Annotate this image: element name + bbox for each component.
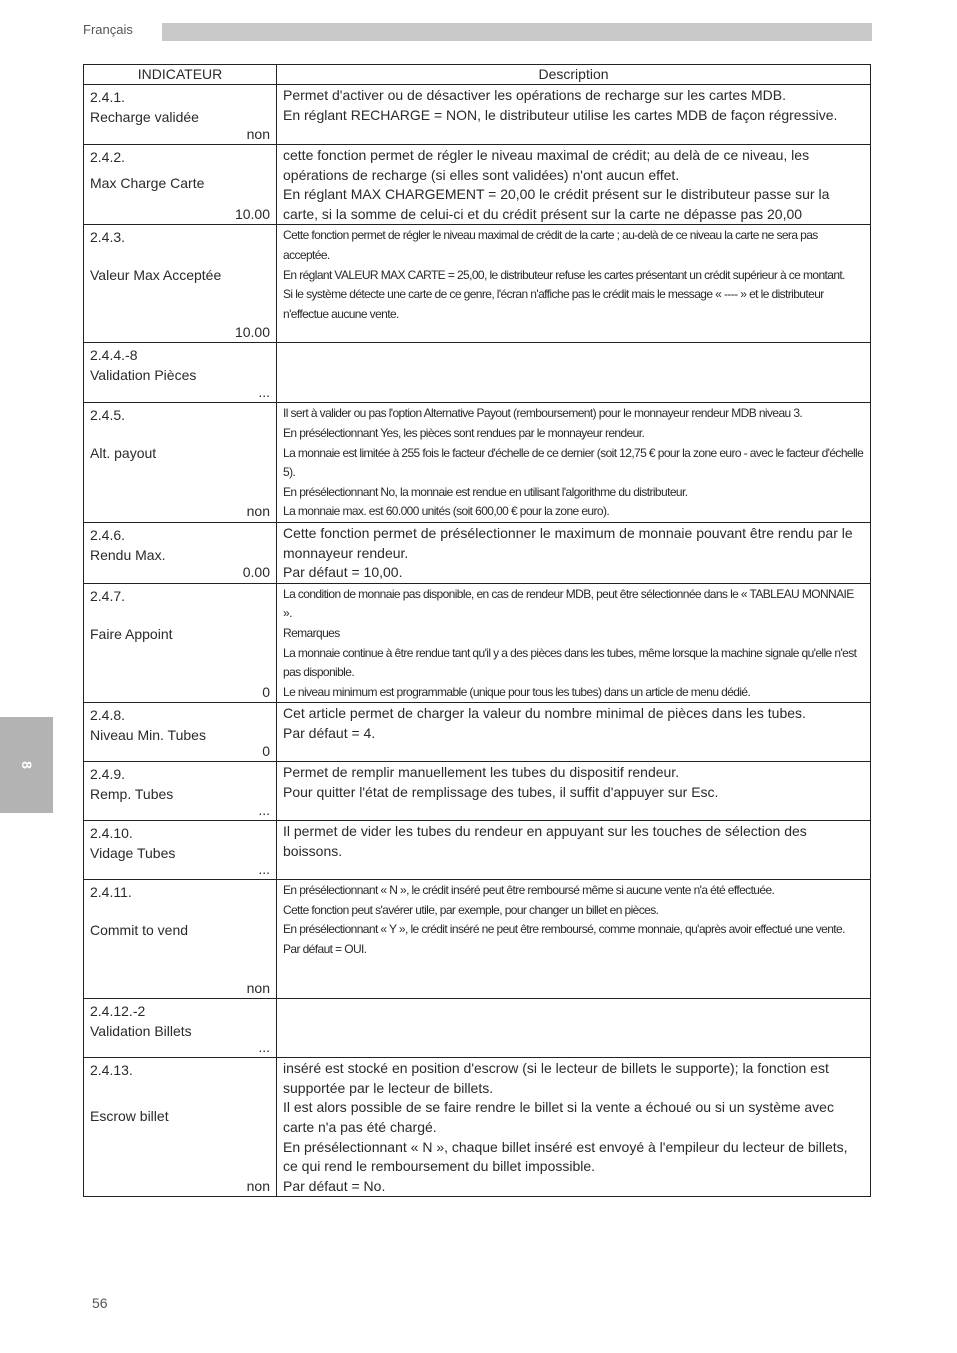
description-paragraph: Permet d'activer ou de désactiver les opérations de recharge sur les cartes MDB. bbox=[283, 87, 787, 103]
indicator-block bbox=[84, 1058, 276, 1196]
description-cell bbox=[277, 703, 871, 762]
table-row bbox=[84, 999, 871, 1058]
indicator-cell bbox=[84, 880, 277, 999]
description-paragraph: En présélectionnant Yes, les pièces sont rendues par le monnayeur rendeur. bbox=[283, 425, 645, 440]
description-paragraph: En réglant MAX CHARGEMENT = 20,00 le crédit présent sur le distributeur passe sur la carte, si la somme de celui-ci et du crédit présent sur la carte ne dépasse pas 20,00 bbox=[283, 186, 830, 222]
description-paragraph: En présélectionnant « N », chaque billet inséré est envoyé à l'empileur du lecteur de billets, ce qui rend le remboursement du billet impossible. bbox=[283, 1138, 848, 1175]
parameter-code: 2.4.12.-2 bbox=[90, 1003, 146, 1020]
indicator-block bbox=[84, 703, 276, 761]
column-header-indicator: INDICATEUR bbox=[84, 65, 277, 85]
description-paragraph: Cette fonction peut s'avérer utile, par exemple, pour changer un billet en pièces. bbox=[283, 902, 659, 917]
parameter-name: Escrow billet bbox=[90, 1108, 169, 1125]
parameter-code: 2.4.5. bbox=[90, 407, 126, 424]
indicator-block bbox=[84, 145, 276, 224]
parameter-default-value: 0 bbox=[262, 683, 270, 700]
parameter-code: 2.4.2. bbox=[90, 149, 126, 165]
description-paragraph: Par défaut = 10,00. bbox=[283, 564, 403, 581]
description-text bbox=[277, 703, 870, 743]
parameter-default-value: ... bbox=[258, 802, 270, 819]
description-cell bbox=[277, 999, 871, 1058]
parameter-name: Valeur Max Acceptée bbox=[90, 267, 222, 284]
indicator-block bbox=[84, 584, 276, 702]
indicator-cell bbox=[84, 85, 277, 145]
parameter-name: Max Charge Carte bbox=[90, 175, 205, 191]
parameter-default-value: non bbox=[246, 503, 270, 520]
indicator-cell bbox=[84, 583, 277, 703]
indicator-block bbox=[84, 999, 276, 1057]
description-paragraph: Par défaut = 4. bbox=[283, 724, 376, 741]
description-cell bbox=[277, 145, 871, 225]
description-cell bbox=[277, 880, 871, 999]
parameter-name: Commit to vend bbox=[90, 922, 189, 939]
indicator-cell bbox=[84, 343, 277, 403]
description-cell bbox=[277, 225, 871, 343]
parameter-name: Validation Pièces bbox=[90, 367, 197, 384]
parameter-name: Faire Appoint bbox=[90, 625, 173, 642]
description-cell bbox=[277, 522, 871, 583]
parameter-name: Validation Billets bbox=[90, 1023, 192, 1040]
header-language: Français bbox=[83, 22, 133, 37]
description-text bbox=[277, 1058, 870, 1196]
description-paragraph: cette fonction permet de régler le niveau maximal de crédit; au delà de ce niveau, les opérations de recharge (si elles sont validées) n'ont aucun effet. bbox=[283, 147, 810, 183]
parameter-default-value: non bbox=[246, 1178, 270, 1195]
table-row bbox=[84, 225, 871, 343]
description-paragraph: Par défaut = No. bbox=[283, 1177, 386, 1194]
description-paragraph: Le niveau minimum est programmable (unique pour tous les tubes) dans un article de menu dédié. bbox=[283, 684, 751, 699]
description-cell bbox=[277, 583, 871, 703]
description-paragraph: Cet article permet de charger la valeur du nombre minimal de pièces dans les tubes. bbox=[283, 705, 806, 722]
header-bar bbox=[162, 23, 872, 41]
parameter-default-value: ... bbox=[258, 861, 270, 878]
description-paragraph: Permet de remplir manuellement les tubes du dispositif rendeur. bbox=[283, 764, 680, 781]
description-paragraph: Remarques bbox=[283, 625, 340, 640]
parameter-table bbox=[83, 64, 871, 1197]
description-paragraph: La condition de monnaie pas disponible, en cas de rendeur MDB, peut être sélectionnée dans le « TABLEAU MONNAIE ». bbox=[283, 586, 854, 621]
indicator-block bbox=[84, 880, 276, 998]
parameter-name: Alt. payout bbox=[90, 445, 157, 462]
description-text bbox=[277, 821, 870, 861]
description-text bbox=[277, 225, 870, 324]
chapter-tab bbox=[0, 717, 53, 813]
parameter-default-value: non bbox=[246, 126, 270, 142]
description-paragraph: Il permet de vider les tubes du rendeur en appuyant sur les touches de sélection des boissons. bbox=[283, 823, 807, 859]
parameter-code: 2.4.7. bbox=[90, 587, 126, 604]
parameter-default-value: 10.00 bbox=[234, 324, 270, 341]
description-cell bbox=[277, 762, 871, 821]
indicator-block bbox=[84, 225, 276, 342]
column-header-description: Description bbox=[277, 65, 871, 85]
table-row bbox=[84, 880, 871, 999]
table-row bbox=[84, 522, 871, 583]
indicator-block bbox=[84, 343, 276, 402]
description-paragraph: La monnaie continue à être rendue tant qu'il y a des pièces dans les tubes, même lorsque la machine signale qu'elle n'est pas disponible. bbox=[283, 645, 857, 680]
table-row bbox=[84, 85, 871, 145]
indicator-cell bbox=[84, 762, 277, 821]
description-cell bbox=[277, 1058, 871, 1197]
description-text bbox=[277, 145, 870, 224]
indicator-cell bbox=[84, 1058, 277, 1197]
parameter-code: 2.4.11. bbox=[90, 884, 132, 901]
table-row bbox=[84, 762, 871, 821]
parameter-name: Niveau Min. Tubes bbox=[90, 727, 206, 744]
description-text bbox=[277, 762, 870, 802]
description-text bbox=[277, 880, 870, 959]
parameter-code: 2.4.13. bbox=[90, 1062, 133, 1079]
indicator-block bbox=[84, 403, 276, 521]
parameter-code: 2.4.3. bbox=[90, 229, 126, 246]
indicator-cell bbox=[84, 403, 277, 523]
indicator-cell bbox=[84, 999, 277, 1058]
indicator-cell bbox=[84, 522, 277, 583]
parameter-default-value: ... bbox=[258, 1039, 270, 1056]
indicator-block bbox=[84, 821, 276, 879]
page-number: 56 bbox=[92, 1295, 108, 1311]
table-header-row bbox=[84, 65, 871, 85]
description-paragraph: Il sert à valider ou pas l'option Alternative Payout (remboursement) pour le monnayeur rendeur MDB niveau 3. bbox=[283, 406, 803, 421]
description-paragraph: Par défaut = OUI. bbox=[283, 942, 367, 957]
parameter-default-value: 0 bbox=[262, 743, 270, 760]
parameter-default-value: ... bbox=[258, 384, 270, 401]
indicator-block bbox=[84, 523, 276, 582]
indicator-cell bbox=[84, 145, 277, 225]
description-cell bbox=[277, 343, 871, 403]
description-paragraph: En présélectionnant « N », le crédit inséré peut être remboursé même si aucune vente n'a été effectuée. bbox=[283, 883, 775, 898]
description-paragraph: En réglant RECHARGE = NON, le distributeur utilise les cartes MDB de façon régressive. bbox=[283, 106, 838, 123]
parameter-code: 2.4.9. bbox=[90, 766, 126, 783]
indicator-block bbox=[84, 85, 276, 144]
table-row bbox=[84, 821, 871, 880]
indicator-block bbox=[84, 762, 276, 820]
parameter-name: Recharge validée bbox=[90, 109, 199, 125]
description-cell bbox=[277, 85, 871, 145]
table-row bbox=[84, 583, 871, 703]
indicator-cell bbox=[84, 225, 277, 343]
description-paragraph: La monnaie max. est 60.000 unités (soit 600,00 € pour la zone euro). bbox=[283, 504, 610, 519]
description-paragraph: En réglant VALEUR MAX CARTE = 25,00, le distributeur refuse les cartes présentant un crédit supérieur à ce montant. bbox=[283, 267, 845, 282]
description-paragraph: Cette fonction permet de présélectionner le maximum de monnaie pouvant être rendu par le monnayeur rendeur. bbox=[283, 524, 853, 561]
parameter-code: 2.4.4.-8 bbox=[90, 347, 138, 364]
indicator-cell bbox=[84, 703, 277, 762]
table-row bbox=[84, 145, 871, 225]
description-paragraph: Il est alors possible de se faire rendre le billet si la vente a échoué ou si un système avec carte n'a pas été chargé. bbox=[283, 1099, 834, 1136]
description-paragraph: En présélectionnant No, la monnaie est rendue en utilisant l'algorithme du distributeur. bbox=[283, 484, 688, 499]
description-text bbox=[277, 85, 870, 125]
description-paragraph: La monnaie est limitée à 255 fois le facteur d'échelle de ce dernier (soit 12,75 € pour la zone euro - avec le facteur d'échelle 5). bbox=[283, 445, 864, 480]
description-cell bbox=[277, 821, 871, 880]
parameter-code: 2.4.10. bbox=[90, 825, 133, 842]
parameter-name: Rendu Max. bbox=[90, 546, 166, 563]
parameter-code: 2.4.6. bbox=[90, 526, 126, 543]
parameter-default-value: 0.00 bbox=[242, 563, 270, 580]
description-paragraph: Cette fonction permet de régler le niveau maximal de crédit de la carte ; au-delà de ce niveau la carte ne sera pas acceptée. bbox=[283, 228, 818, 262]
parameter-name: Remp. Tubes bbox=[90, 786, 174, 803]
description-paragraph: Pour quitter l'état de remplissage des tubes, il suffit d'appuyer sur Esc. bbox=[283, 783, 719, 800]
table-row bbox=[84, 1058, 871, 1197]
description-text bbox=[277, 403, 870, 522]
description-paragraph: inséré est stocké en position d'escrow (si le lecteur de billets le supporte); la fonction est supportée par le lecteur de billets. bbox=[283, 1060, 829, 1096]
description-text bbox=[277, 584, 870, 703]
description-paragraph: Si le système détecte une carte de ce genre, l'écran n'affiche pas le crédit mais le message « ---- » et le distributeur n'effectue aucune vente. bbox=[283, 287, 824, 321]
table-row bbox=[84, 343, 871, 403]
description-cell bbox=[277, 403, 871, 523]
parameter-default-value: non bbox=[246, 980, 270, 997]
description-paragraph: En présélectionnant « Y », le crédit inséré ne peut être remboursé, comme monnaie, qu'après avoir effectué une vente. bbox=[283, 922, 845, 937]
parameter-code: 2.4.8. bbox=[90, 707, 126, 724]
description-text bbox=[277, 523, 870, 583]
indicator-cell bbox=[84, 821, 277, 880]
table-row bbox=[84, 703, 871, 762]
parameter-default-value: 10.00 bbox=[234, 206, 270, 222]
parameter-name: Vidage Tubes bbox=[90, 845, 176, 862]
chapter-tab-label: 8 bbox=[18, 761, 35, 769]
description-text bbox=[277, 343, 870, 344]
table-row bbox=[84, 403, 871, 523]
parameter-code: 2.4.1. bbox=[90, 89, 126, 105]
description-text bbox=[277, 999, 870, 1000]
